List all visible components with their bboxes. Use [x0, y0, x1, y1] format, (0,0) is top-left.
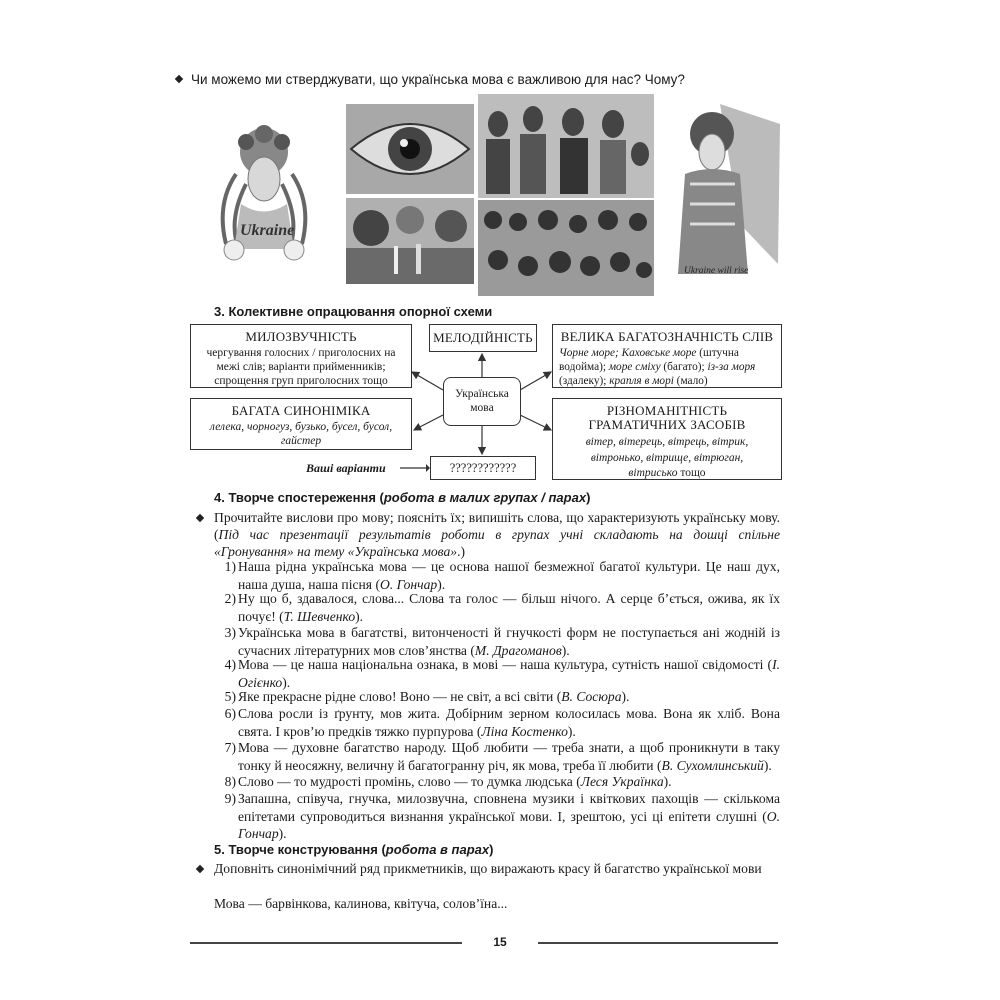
quote-number: 5) [224, 689, 236, 704]
ukraine-will-rise-caption: Ukraine will rise [684, 266, 749, 276]
quote-number: 6) [224, 706, 236, 721]
box-bagatoznachnist: ВЕЛИКА БАГАТОЗНАЧНІСТЬ СЛІВ Чорне море; Каховське море (штучна водойма); море сміху (багато); із-за моря (здалеку); крапля в морі (мало) [552, 324, 782, 388]
quote-number: 9) [224, 791, 236, 806]
quote-author: О. Гончар [379, 576, 438, 592]
page-number: 15 [493, 935, 507, 949]
quote-number: 2) [224, 591, 236, 606]
quote-text: Наша рідна українська мова — це основа нашої безмежної багатої культури. Це наш дух, наша душа, наша пісня (О. Гончар). [238, 559, 780, 592]
quote-author: В. Сухомлинський [661, 757, 764, 773]
footer-rule-left [190, 942, 462, 944]
footer-rule-right [538, 942, 778, 944]
quote-text: Українська мова в багатстві, витонченості й гнучкості форм не поступається ані жодній із сучасних літературних мов слов’янства (М. Драгоманов). [238, 625, 780, 658]
quote-text: Мова — це наша національна ознака, в мові — наша культура, сутність нашої свідомості (І. Огієнко). [238, 657, 780, 690]
quote-text: Слова росли із ґрунту, мов жита. Добірним зерном колосилась мова. Вона як хліб. Вона свята. І кров’ю предків тяжко пурпурова (Ліна Костенко). [238, 706, 780, 739]
quote-number: 3) [224, 625, 236, 640]
quote-text: Слово — то мудрості промінь, слово — то думка людська (Леся Українка). [238, 774, 672, 789]
quote-author: Леся Українка [580, 774, 664, 789]
quote-text: Мова — духовне багатство народу. Щоб любити — треба знати, а щоб проникнути в таку тонку й неосяжну, величну й багатогранну річ, як мова, треба її любити (В. Сухомлинський). [238, 740, 780, 773]
box-center-ukrainian-language: Українська мова [443, 377, 521, 426]
variants-label: Ваші варіанти [306, 461, 386, 475]
box-variants: ???????????? [430, 456, 536, 480]
quote-number: 4) [224, 657, 236, 672]
ukraine-caption: Ukraine [240, 222, 295, 239]
intro-question: Чи можемо ми стверджувати, що українська мова є важливою для нас? Чому? [176, 72, 685, 87]
quote-text: Ну що б, здавалося, слова... Слова та голос — більш нічого. А серце б’ється, ожива, як їх почує! (Т. Шевченко). [238, 591, 780, 624]
section5-task: Доповніть синонімічний ряд прикметників, що виражають красу й багатство української мови [200, 860, 780, 877]
quote-author: В. Сосюра [561, 689, 622, 704]
section3-heading: 3. Колективне опрацювання опорної схеми [214, 304, 493, 319]
quote-author: Ліна Костенко [481, 723, 568, 739]
section5-example: Мова — барвінкова, калинова, квітуча, солов’їна... [214, 896, 508, 911]
box-riznomanitnist: РІЗНОМАНІТНІСТЬ ГРАМАТИЧНИХ ЗАСОБІВ вітер, вітерець, вітрець, вітрик, вітронько, вітрище, вітрюган, вітрисько тощо [552, 398, 782, 480]
section5-heading: 5. Творче конструювання (робота в парах) [214, 842, 494, 857]
quote-text: Запашна, співуча, гнучка, милозвучна, сповнена музики і квіткових пахощів — скількома епітетами супроводиться визнання української мови. І, зрештою, усі ці епітети слушні (О. Гончар). [238, 791, 780, 841]
section4-heading: 4. Творче спостереження (робота в малих групах / парах) [214, 490, 591, 505]
quote-author: І. Огієнко [238, 657, 780, 690]
quote-author: Т. Шевченко [283, 608, 356, 624]
variants-arrow [400, 462, 430, 474]
quote-author: М. Драгоманов [474, 642, 562, 658]
quote-number: 1) [224, 559, 236, 574]
box-synonimika: БАГАТА СИНОНІМІКА лелека, чорногуз, бузько, бусел, бусол, гайстер [190, 398, 412, 450]
quote-text: Яке прекрасне рідне слово! Воно — не світ, а всі світи (В. Сосюра). [238, 689, 630, 704]
quote-number: 8) [224, 774, 236, 789]
section4-intro: Прочитайте вислови про мову; поясніть їх; випишіть слова, що характеризують українську мову. (Під час презентації результатів роботи в групах учні складають на дошці спільне «Гронування» на тему «Українська мова».) [200, 509, 780, 560]
quote-number: 7) [224, 740, 236, 755]
quote-author: О. Гончар [238, 808, 780, 841]
box-milozvuchnist: МИЛОЗВУЧНІСТЬ чергування голосних / приголосних на межі слів; варіанти прийменників; спрощення груп приголосних тощо [190, 324, 412, 388]
box-melodiynist: МЕЛОДІЙНІСТЬ [429, 324, 537, 352]
